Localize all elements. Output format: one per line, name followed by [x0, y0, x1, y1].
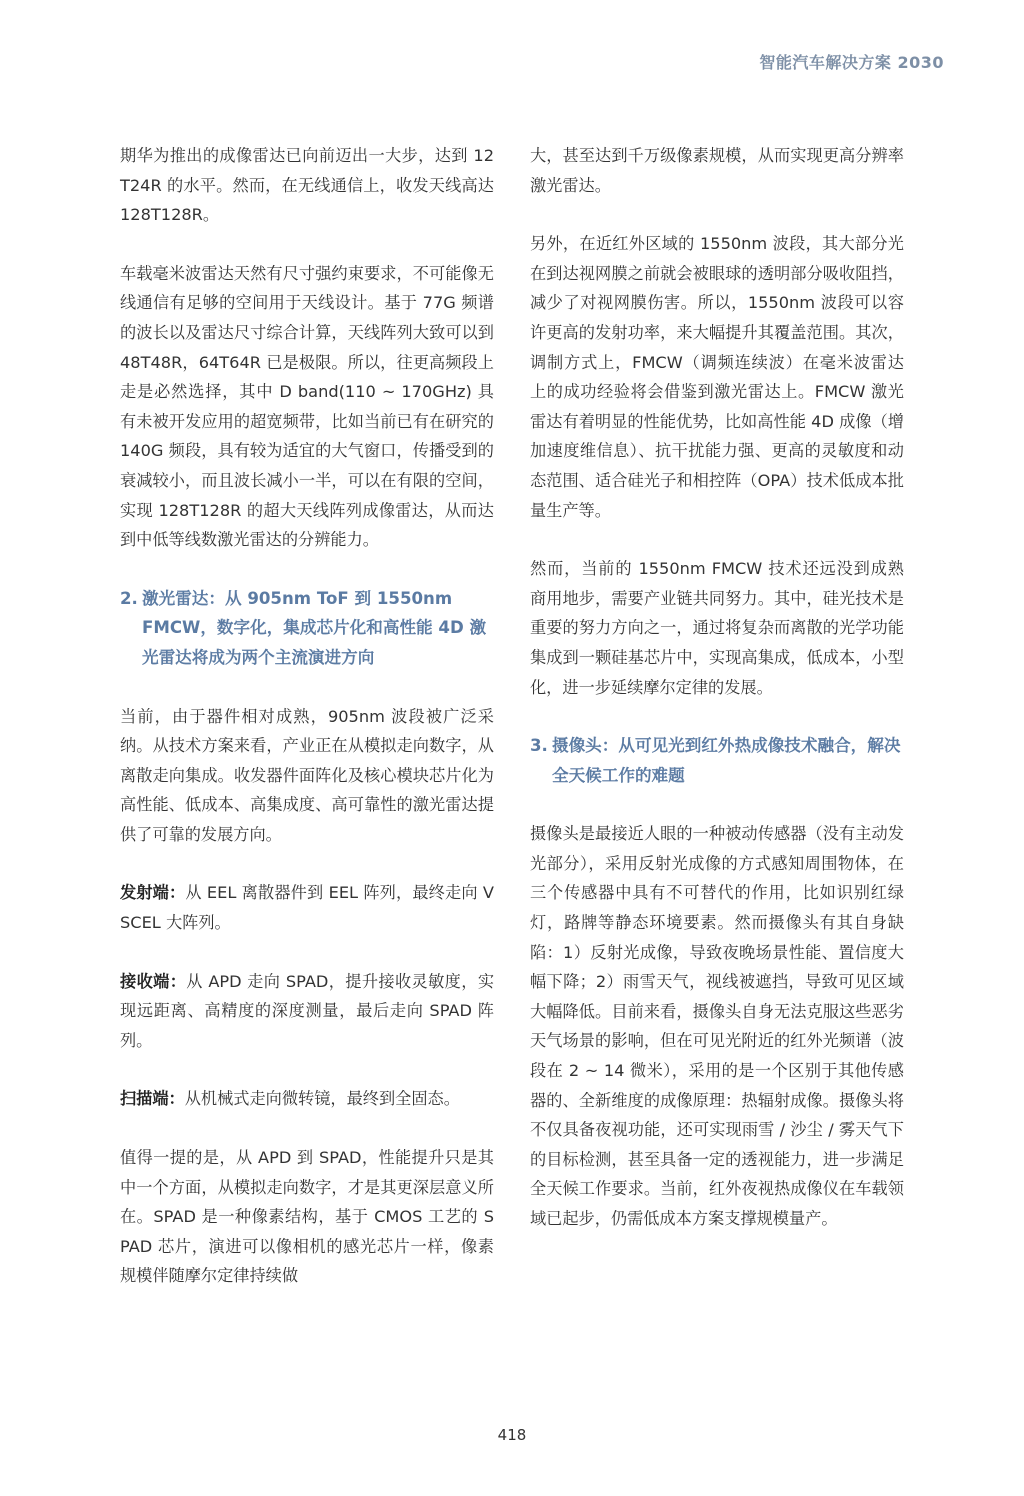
term-label: 扫描端：: [120, 1089, 185, 1109]
paragraph-receiver: [120, 967, 494, 1056]
term-text: 从 APD 走向 SPAD，提升接收灵敏度，实现远距离、高精度的深度测量，最后走向 SPAD 阵列。: [120, 971, 495, 1050]
section-heading-lidar: [120, 584, 494, 673]
paragraph-scanner: [120, 1084, 494, 1114]
paragraph-mmwave-antenna: 车载毫米波雷达天然有尺寸强约束要求，不可能像无线通信有足够的空间用于天线设计。基于 77G 频谱的波长以及雷达尺寸综合计算，天线阵列大致可以到 48T48R，64T64R 已是极限。所以，往更高频段上走是必然选择，其中 D band(110 ~ 170GHz) 具有未被开发应用的超宽频带，比如当前已有在研究的 140G 频段，具有较为适宜的大气窗口，传播受到的衰减较小，而且波长减小一半，可以在有限的空间，实现 128T128R 的超大天线阵列成像雷达，从而达到中低等线数激光雷达的分辨能力。: [120, 263, 494, 550]
page-number: 418: [497, 1426, 527, 1444]
term-label: 发射端：: [120, 883, 186, 903]
section-heading-text: 摄像头：从可见光到红外热成像技术融合，解决全天候工作的难题: [552, 736, 901, 785]
paragraph-transmitter: [120, 878, 494, 937]
section-number: 2.: [120, 588, 138, 608]
section-number: 3.: [530, 736, 548, 756]
term-text: 从 EEL 离散器件到 EEL 阵列，最终走向 VSCEL 大阵列。: [120, 883, 495, 933]
paragraph-lidar-current: 当前，由于器件相对成熟，905nm 波段被广泛采纳。从技术方案来看，产业正在从模拟走向数字，从离散走向集成。收发器件面阵化及核心模块芯片化为高性能、低成本、高集成度、高可靠性的激光雷达提供了可靠的发展方向。: [120, 706, 494, 844]
paragraph-camera: 摄像头是最接近人眼的一种被动传感器（没有主动发光部分），采用反射光成像的方式感知周围物体，在三个传感器中具有不可替代的作用，比如识别红绿灯，路牌等静态环境要素。然而摄像头有其自身缺陷：1）反射光成像，导致夜晚场景性能、置信度大幅下降；2）雨雪天气，视线被遮挡，导致可见区域大幅降低。目前来看，摄像头自身无法克服这些恶劣天气场景的影响，但在可见光附近的红外光频谱（波段在 2 ~ 14 微米），采用的是一个区别于其他传感器的、全新维度的成像原理：热辐射成像。摄像头将不仅具备夜视功能，还可实现雨雪 / 沙尘 / 雾天气下的目标检测，甚至具备一定的透视能力，进一步满足全天候工作要求。当前，红外夜视热成像仪在车载领域已起步，仍需低成本方案支撑规模量产。: [530, 824, 904, 1228]
right-column: [530, 141, 904, 1263]
paragraph-continued: 大，甚至达到千万级像素规模，从而实现更高分辨率激光雷达。: [530, 146, 904, 195]
running-header-title: 智能汽车解决方案 2030: [759, 53, 944, 72]
left-column: [120, 141, 494, 1320]
paragraph-apd-spad: 值得一提的是，从 APD 到 SPAD，性能提升只是其中一个方面，从模拟走向数字，才是其更深层意义所在。SPAD 是一种像素结构，基于 CMOS 工艺的 SPAD 芯片，演进可以像相机的感光芯片一样，像素规模伴随摩尔定律持续做: [120, 1148, 494, 1286]
section-heading-text: 激光雷达：从 905nm ToF 到 1550nm FMCW，数字化，集成芯片化和高性能 4D 激光雷达将成为两个主流演进方向: [142, 588, 487, 667]
term-text: 从机械式走向微转镜，最终到全固态。: [184, 1089, 460, 1109]
paragraph-1550nm: 另外，在近红外区域的 1550nm 波段，其大部分光在到达视网膜之前就会被眼球的透明部分吸收阻挡，减少了对视网膜伤害。所以，1550nm 波段可以容许更高的发射功率，来大幅提升其覆盖范围。其次，调制方式上，FMCW（调频连续波）在毫米波雷达上的成功经验将会借鉴到激光雷达上。FMCW 激光雷达有着明显的性能优势，比如高性能 4D 成像（增加速度维信息）、抗干扰能力强、更高的灵敏度和动态范围、适合硅光子和相控阵（OPA）技术低成本批量生产等。: [530, 234, 904, 520]
section-heading-camera: [530, 731, 904, 790]
paragraph-imaging-radar: 期华为推出的成像雷达已向前迈出一大步，达到 12T24R 的水平。然而，在无线通信上，收发天线高达 128T128R。: [120, 146, 494, 225]
term-label: 接收端：: [120, 971, 187, 991]
paragraph-fmcw-status: 然而，当前的 1550nm FMCW 技术还远没到成熟商用地步，需要产业链共同努力。其中，硅光技术是重要的努力方向之一，通过将复杂而离散的光学功能集成到一颗硅基芯片中，实现高集成，低成本，小型化，进一步延续摩尔定律的发展。: [530, 559, 904, 697]
